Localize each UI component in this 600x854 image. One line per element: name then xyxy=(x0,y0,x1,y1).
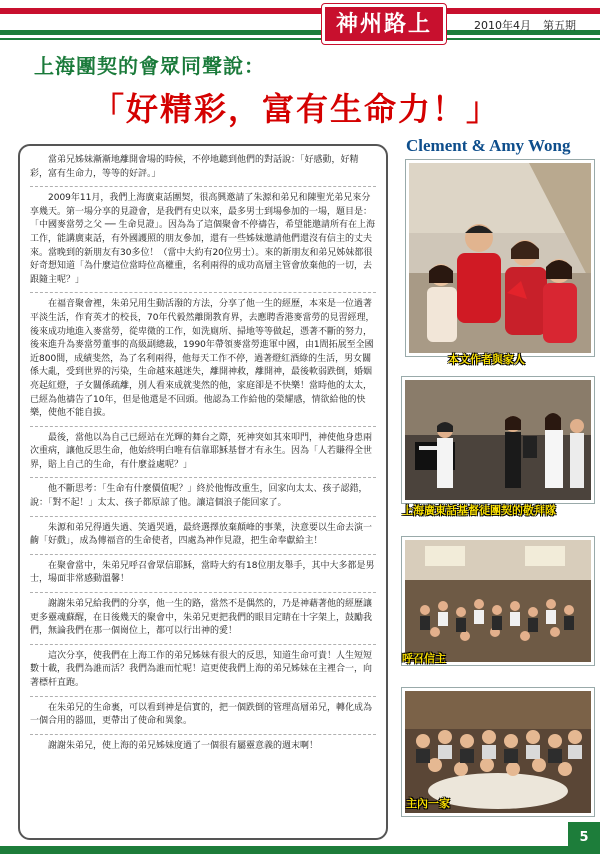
paragraph-divider xyxy=(30,477,376,478)
paragraph-divider xyxy=(30,516,376,517)
issue-date: 2010年4月 xyxy=(474,19,531,32)
altar-call-photo-image xyxy=(405,540,591,662)
family-photo-caption: 本文作者與家人 xyxy=(448,353,525,366)
author-names: Clement & Amy Wong xyxy=(406,136,571,155)
article-paragraph: 在福音聚會裡，朱弟兄用生動活潑的方法，分享了他一生的經歷，本來是一位過著平淡生活，作育英才的校長，70年代毅然離開教育界，去應聘香港麥當勞的見習經理，後來成功地進入麥當勞，從卑微的工作，如洗廁所、掃地等等做起，憑著不斷的努力，後來進升為麥當勞董事的高級副總裁，1990年帶領麥當勞進軍中國，由1間拓展至全國近800間，成績斐然，為了名利兩得，他每天工作不停，過著燈紅酒綠的生活，男女關係大亂，受到世界的污染，生命越來越迷失，離開神救，離開神，最後軟弱跌倒，婚姻亮起紅燈，子女關係疏離，別人看來成就斐然的他，家庭卻是不快樂！當時他的太太，已經為他禱告了10年，但是他還是不回頭。他認為工作給他的榮耀感，情欲給他的快樂，使他不能自拔。 xyxy=(30,299,375,419)
paragraph-divider xyxy=(30,186,376,187)
article-paragraph: 謝謝朱弟兄給我們的分享，他一生的路，當然不是偶然的，乃是神藉著他的經歷讓更多靈魂蘇醒，在日後幾天的聚會中，朱弟兄更把我們的眼目定睛在十字架上，鼓勵我們，無論我們在那一個崗位上，都可以行出神的愛！ xyxy=(30,599,373,637)
article-paragraph: 最後，當他以為自己已經站在光輝的舞台之際，死神突如其來叩門，神使他身患兩次重病，讓他反思生命，他始終明白唯有信靠耶穌基督才有永生。因為「人若賺得全世界，賠上自己的生命，有什麼益處呢？」 xyxy=(30,432,373,470)
article-subtitle: 上海團契的會眾同聲說： xyxy=(34,54,265,78)
issue-info xyxy=(474,17,588,33)
worship-team-caption: 上海廣東話基督徒團契的敬拜隊 xyxy=(402,504,556,517)
article-paragraph: 謝謝朱弟兄，使上海的弟兄姊妹度過了一個很有屬靈意義的週末啊！ xyxy=(48,740,319,751)
altar-call-photo xyxy=(402,537,594,665)
paragraph-divider xyxy=(30,734,376,735)
page-number: 5 xyxy=(568,822,600,854)
article-paragraph: 在聚會當中，朱弟兄呼召會眾信耶穌，當時大約有18位朋友舉手，其中大多都是男士，場面非常感動溫馨！ xyxy=(30,560,375,585)
issue-number: 第五期 xyxy=(543,19,576,32)
group-photo-caption: 主內一家 xyxy=(406,797,450,810)
paragraph-divider xyxy=(30,426,376,427)
article-paragraph: 朱源和弟兄得過失過、笑過哭過，最終選擇放棄顛峰的事業，決意要以生命去演一齣「好戲」，成為傳福音的生命使者，四處為神作見證，把生命奉獻給主！ xyxy=(30,522,373,547)
paragraph-divider xyxy=(30,292,376,293)
article-paragraph: 他不斷思考：「生命有什麼價值呢？」終於他悔改重生，回家向太太、孩子認錯，說：「對不起！」太太、孩子都原諒了他。讓這個浪子能回家了。 xyxy=(30,484,368,509)
worship-team-photo xyxy=(402,377,594,503)
article-paragraph: 2009年11月，我們上海廣東話團契，很高興邀請了朱源和弟兄和陳聖光弟兄來分享幾天。第一場分享的見證會，是我們有史以來，最多男士到場參加的一場，題目是：「中國麥當勞之父 ── 生命見證」。因為為了這個聚會不停禱告，希望能邀請所有在上海工作，能講廣東話，有外國護照的朋友參加，還有一些姊妹邀請他們還沒有信主的丈夫來。當晚到的新朋友有30多位！（當中大約有20位男士）。來的新朋友和弟兄姊妹都很好奇想知道「為什麼這位當時位高權重，名利兩得的成功高層主管會放棄他的一切，去跟隨主呢？」 xyxy=(30,193,376,285)
worship-team-photo-image xyxy=(405,380,591,500)
paragraph-divider xyxy=(30,554,376,555)
header-thin-stripe xyxy=(0,38,600,40)
paragraph-divider xyxy=(30,644,376,645)
paragraph-divider xyxy=(30,592,376,593)
header-red-stripe xyxy=(0,8,600,14)
family-photo xyxy=(406,160,594,356)
article-headline: 「好精彩，富有生命力！」 xyxy=(92,90,501,128)
footer-bar xyxy=(0,846,568,854)
masthead-logo: 神州路上 xyxy=(322,4,446,44)
family-photo-image xyxy=(409,163,591,353)
article-body xyxy=(18,144,388,840)
article-paragraph: 在朱弟兄的生命裏，可以看到神是信實的，把一個跌倒的管理高層弟兄，轉化成為一個合用的器皿，更帶出了使命和異象。 xyxy=(30,702,373,727)
altar-call-caption: 呼召信主 xyxy=(402,652,446,665)
article-paragraph: 這次分享，使我們在上海工作的弟兄姊妹有很大的反思，知道生命可貴！人生短短數十載，我們為誰而活？我們為誰而忙呢！這更使我們上海的弟兄姊妹在主裡合一，向著標杆直跑。 xyxy=(30,650,373,688)
article-paragraph: 當弟兄姊妹漸漸地離開會場的時候，不停地聽到他們的對話說：「好感動，好精彩，富有生命力，等等的好評。」 xyxy=(30,155,359,179)
paragraph-divider xyxy=(30,696,376,697)
